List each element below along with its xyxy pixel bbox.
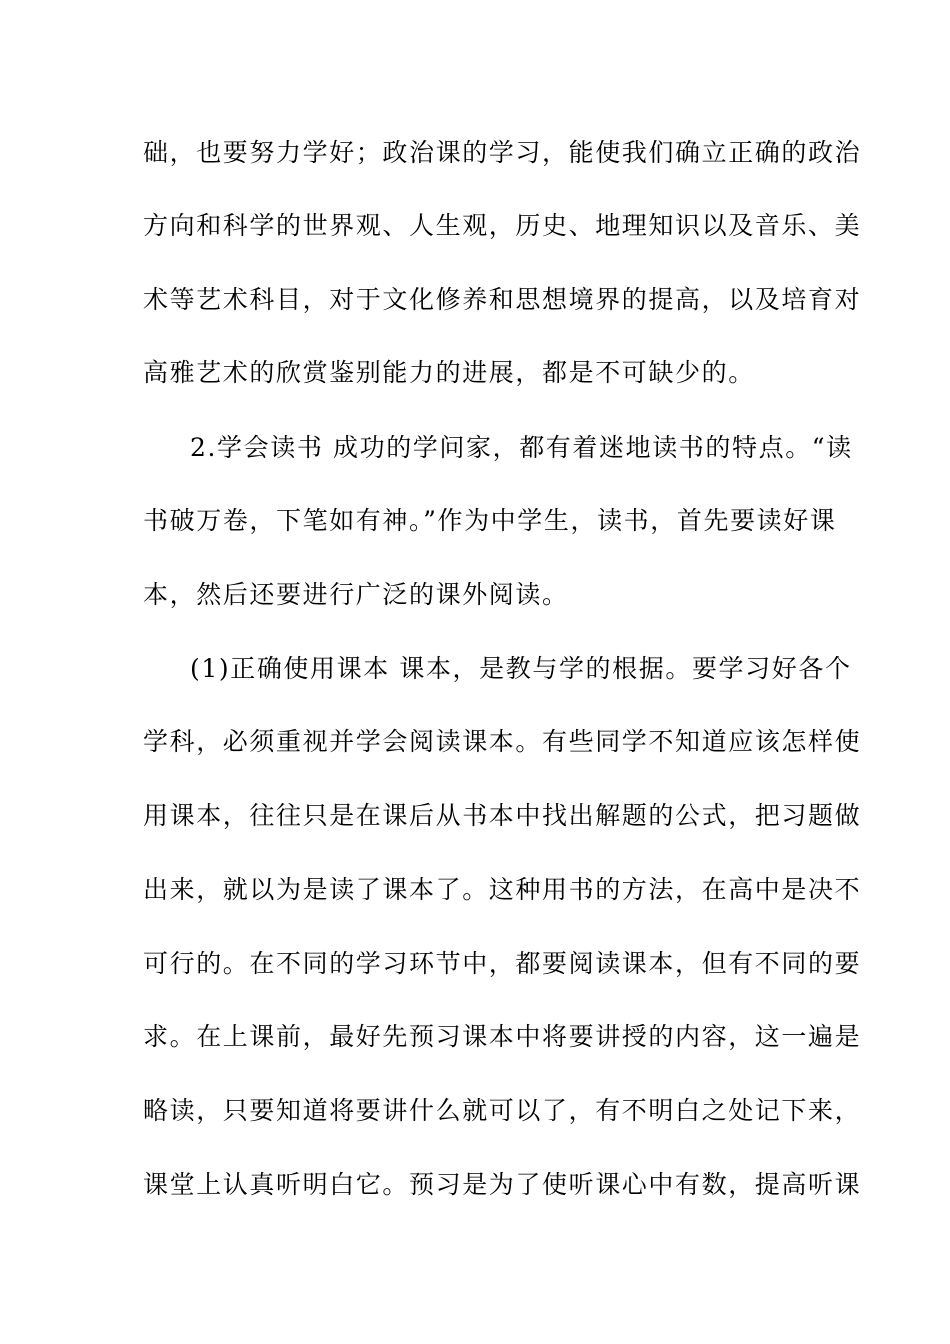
text-line: 本，然后还要进行广泛的课外阅读。 [143, 580, 569, 609]
text-line: 出来，就以为是读了课本了。这种用书的方法，在高中是决不 [143, 875, 862, 904]
text-line: 书破万卷，下笔如有神。”作为中学生，读书，首先要读好课 [143, 506, 837, 535]
text-line: 方向和科学的世界观、人生观，历史、地理知识以及音乐、美 [143, 211, 862, 240]
paragraph-start-line: (1)正确使用课本 课本，是教与学的根据。要学习好各个 [190, 654, 852, 683]
text-line: 略读，只要知道将要讲什么就可以了，有不明白之处记下来， [143, 1096, 862, 1125]
text-line: 可行的。在不同的学习环节中，都要阅读课本，但有不同的要 [143, 949, 862, 978]
text-line: 高雅艺术的欣赏鉴别能力的进展，都是不可缺少的。 [143, 358, 755, 387]
text-line: 课堂上认真听明白它。预习是为了使听课心中有数，提高听课 [143, 1170, 862, 1199]
text-line: 求。在上课前，最好先预习课本中将要讲授的内容，这一遍是 [143, 1022, 862, 1051]
text-line: 术等艺术科目，对于文化修养和思想境界的提高，以及培育对 [143, 285, 862, 314]
text-line: 础，也要努力学好；政治课的学习，能使我们确立正确的政治 [143, 138, 862, 167]
text-line: 用课本，往往只是在课后从书本中找出解题的公式，把习题做 [143, 801, 862, 830]
paragraph-start-line: 2.学会读书 成功的学问家，都有着迷地读书的特点。“读 [190, 433, 853, 462]
text-line: 学科，必须重视并学会阅读课本。有些同学不知道应该怎样使 [143, 727, 862, 756]
